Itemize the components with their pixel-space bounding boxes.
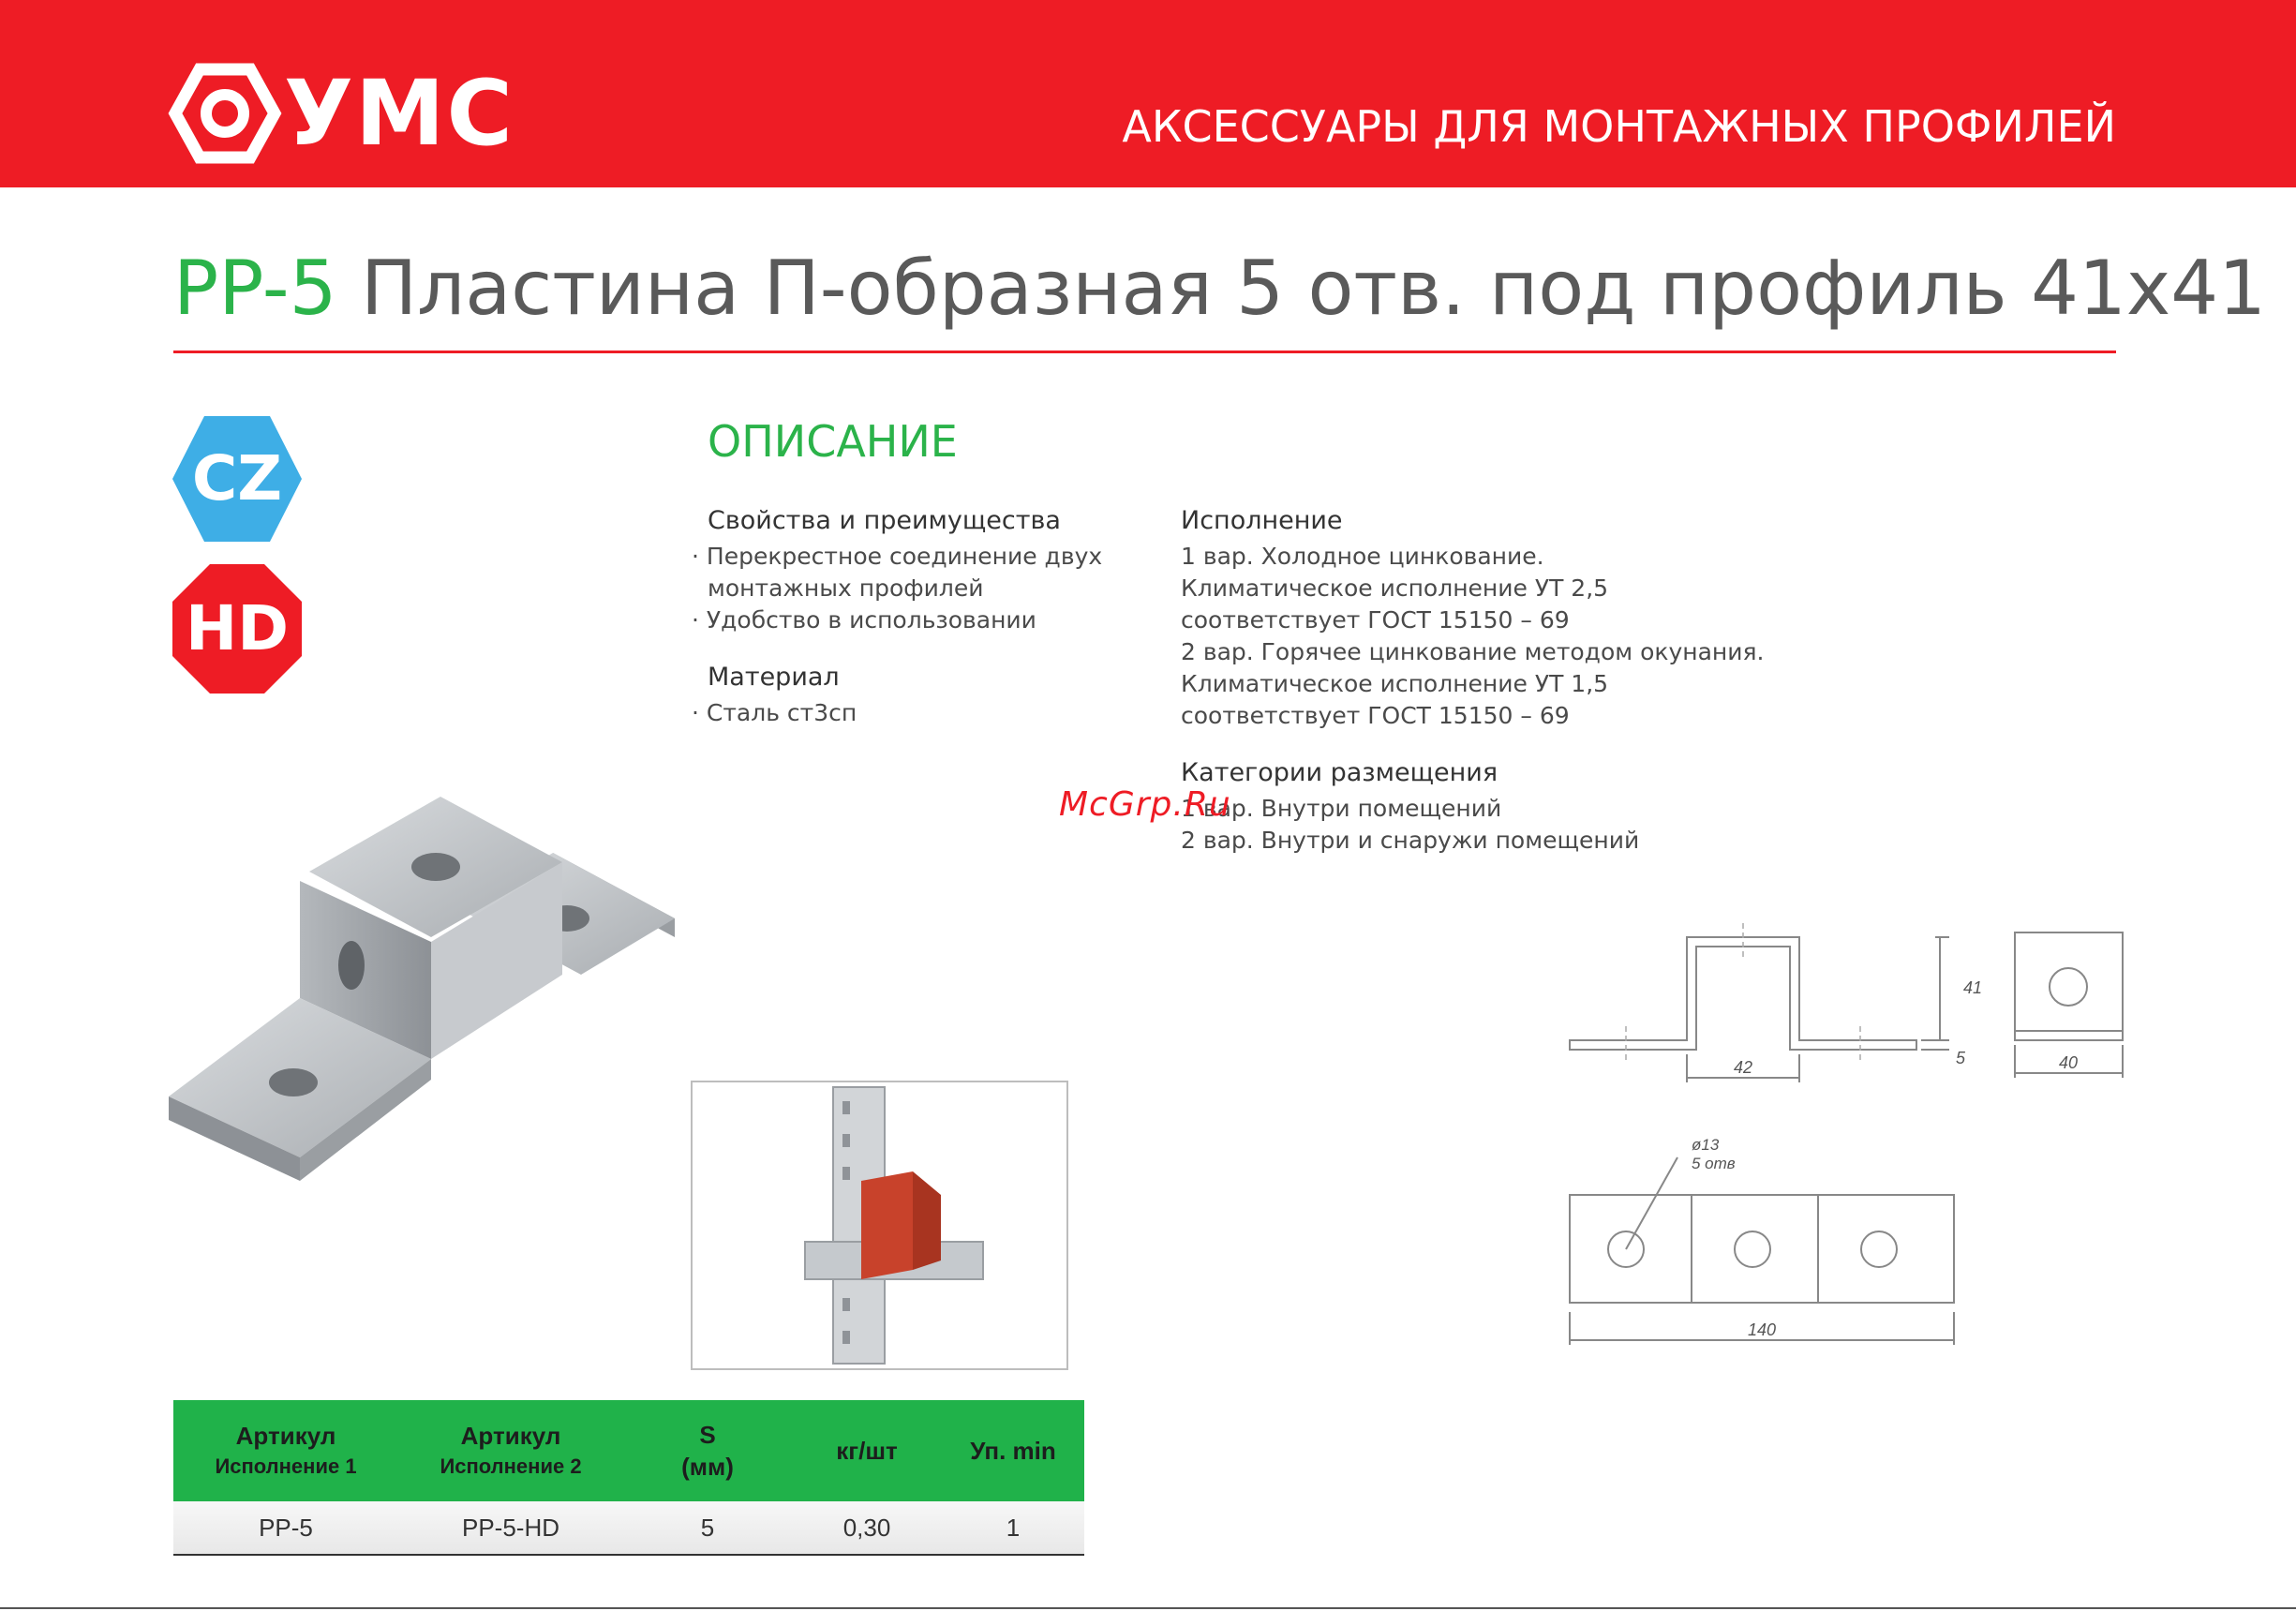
cell-min-pack: 1 bbox=[1006, 1513, 1021, 1542]
spec-table bbox=[173, 1400, 1084, 1556]
header-bar bbox=[0, 0, 2296, 187]
page-bottom-rule bbox=[0, 1607, 2296, 1609]
execution-line: 2 вар. Горячее цинкование методом окунания. bbox=[1181, 638, 1765, 665]
cell-weight: 0,30 bbox=[842, 1513, 891, 1542]
header-bottom: Исполнение 2 bbox=[440, 1454, 582, 1478]
header-top: Артикул bbox=[235, 1422, 336, 1450]
header-bottom: (мм) bbox=[681, 1453, 734, 1481]
execution-line: соответствует ГОСТ 15150 – 69 bbox=[1181, 702, 1570, 729]
dim-hole: ø13 bbox=[1692, 1136, 1720, 1154]
badge-hd-label: HD bbox=[185, 592, 290, 664]
properties-heading: Свойства и преимущества bbox=[708, 506, 1061, 535]
material-line: · Сталь ст3сп bbox=[692, 699, 857, 726]
title-divider bbox=[173, 351, 2116, 353]
execution-heading: Исполнение bbox=[1181, 506, 1343, 535]
properties-line: монтажных профилей bbox=[708, 574, 984, 602]
placement-line: 1 вар. Внутри помещений bbox=[1181, 795, 1502, 822]
dim-hole-count: 5 отв bbox=[1692, 1155, 1736, 1172]
page-title bbox=[173, 242, 2266, 336]
badge-cz bbox=[171, 412, 304, 545]
header-cell bbox=[623, 1400, 792, 1501]
header-bottom: Исполнение 1 bbox=[215, 1454, 357, 1478]
top-view-drawing bbox=[1565, 1129, 1963, 1354]
dim-thickness: 5 bbox=[1956, 1049, 1966, 1067]
product-name: Пластина П-образная 5 отв. под профиль 41х41 bbox=[360, 245, 2267, 332]
dim-height: 41 bbox=[1963, 978, 1983, 997]
execution-line: соответствует ГОСТ 15150 – 69 bbox=[1181, 606, 1570, 634]
placement-heading: Категории размещения bbox=[1181, 758, 1498, 787]
header-cell bbox=[398, 1400, 623, 1501]
dim-width: 42 bbox=[1733, 1058, 1753, 1077]
brand-logo bbox=[173, 62, 529, 165]
header-cell bbox=[173, 1400, 398, 1501]
properties-line: · Перекрестное соединение двух bbox=[692, 543, 1103, 570]
product-code: PP-5 bbox=[173, 245, 337, 332]
front-view-drawing bbox=[1565, 923, 1983, 1092]
header-top: кг/шт bbox=[836, 1437, 898, 1465]
header-top: Уп. min bbox=[970, 1437, 1056, 1465]
description-column-left bbox=[692, 506, 1102, 729]
table-header bbox=[173, 1400, 1084, 1501]
header-top: Артикул bbox=[460, 1422, 561, 1450]
installation-photo bbox=[691, 1081, 1068, 1370]
cell-thickness: 5 bbox=[700, 1513, 715, 1542]
description-heading: ОПИСАНИЕ bbox=[708, 416, 958, 467]
installation-illustration bbox=[693, 1082, 1066, 1368]
side-view-drawing bbox=[2010, 923, 2127, 1092]
cell-article-2: PP-5-HD bbox=[461, 1513, 559, 1542]
nut-icon bbox=[173, 62, 276, 165]
execution-line: Климатическое исполнение УТ 2,5 bbox=[1181, 574, 1609, 602]
badge-hd bbox=[171, 562, 304, 695]
placement-line: 2 вар. Внутри и снаружи помещений bbox=[1181, 827, 1640, 854]
table-row bbox=[173, 1501, 1084, 1556]
section-title: АКСЕССУАРЫ ДЛЯ МОНТАЖНЫХ ПРОФИЛЕЙ bbox=[1122, 101, 2116, 152]
execution-line: 1 вар. Холодное цинкование. bbox=[1181, 543, 1544, 570]
properties-line: · Удобство в использовании bbox=[692, 606, 1036, 634]
brand-name: УМС bbox=[284, 61, 514, 166]
badge-cz-label: CZ bbox=[191, 442, 283, 515]
header-cell bbox=[942, 1400, 1084, 1501]
dim-depth: 40 bbox=[2058, 1053, 2079, 1072]
header-cell bbox=[792, 1400, 942, 1501]
execution-line: Климатическое исполнение УТ 1,5 bbox=[1181, 670, 1609, 697]
dim-length: 140 bbox=[1747, 1320, 1777, 1339]
description-column-right bbox=[1181, 506, 1765, 857]
cell-article-1: PP-5 bbox=[259, 1513, 313, 1542]
watermark: McGrp.Ru bbox=[1059, 785, 1231, 824]
product-image bbox=[169, 787, 693, 1181]
header-top: S bbox=[699, 1421, 716, 1449]
material-heading: Материал bbox=[708, 663, 840, 692]
